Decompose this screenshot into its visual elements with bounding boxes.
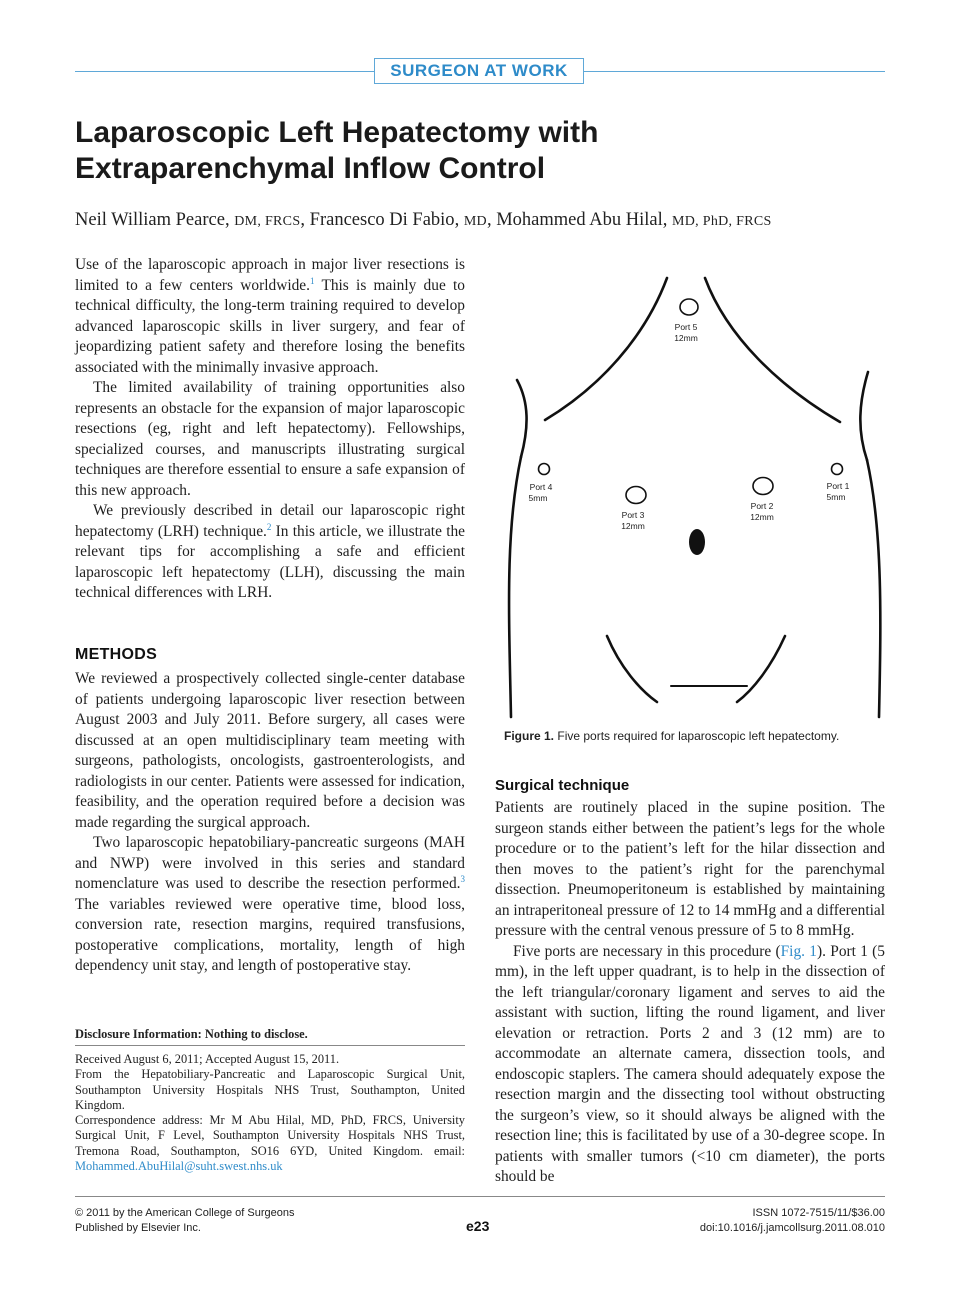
- issn-text: ISSN 1072-7515/11/$36.00: [752, 1207, 885, 1219]
- footer-divider: [75, 1196, 885, 1197]
- port-size: 12mm: [621, 521, 645, 531]
- intro-paragraph: The limited availability of training opportunities also represents an obstacle for the expansion of major laparoscopic resections (eg, right and left hepatectomy). Fellowships, specialized courses, and manuscripts illustrating surgical techniques are therefore essential to ensure a safe expansion of this new approach.: [75, 379, 465, 499]
- body-outline-line: [517, 380, 527, 457]
- technique-section: [495, 798, 885, 1188]
- port-label: Port 1: [826, 481, 850, 491]
- figure-link[interactable]: Fig. 1: [780, 942, 817, 960]
- navel-marker: [689, 529, 705, 555]
- header-rule-right: [584, 71, 885, 72]
- author-name: Mohammed Abu Hilal: [496, 210, 663, 230]
- port-size: 5mm: [528, 493, 548, 503]
- figure-label: Figure 1.: [504, 729, 555, 743]
- methods-section: [75, 669, 465, 977]
- methods-paragraph: Two laparoscopic hepatobiliary-pancreatic surgeons (MAH and NWP) were involved in this series and standard nomenclature was used to describe the resection performed.$^3$ The variables reviewed were operative time, blood loss, conversion rate, resection margins, required transfusions, postoperative complications, mortality, length of high dependency unit stay, and length of postoperative stay.: [75, 834, 465, 974]
- port-label: Port 5: [674, 322, 698, 332]
- reference-link[interactable]: 2: [266, 521, 272, 532]
- disclosure-note: Disclosure Information: Nothing to disclose.: [75, 1027, 308, 1041]
- port-label: Port 3: [621, 510, 645, 520]
- intro-section: [75, 255, 465, 604]
- port-label: Port 2: [750, 501, 774, 511]
- body-outline-line: [737, 636, 785, 702]
- header-rule-left: [75, 71, 375, 72]
- section-tag: SURGEON AT WORK: [374, 58, 584, 84]
- port-size: 12mm: [750, 512, 774, 522]
- port-placement-diagram: [495, 262, 885, 724]
- reference-link[interactable]: 3: [460, 873, 465, 884]
- technique-paragraph: Patients are routinely placed in the supine position. The surgeon stands either between the patient’s legs for the whole procedure or to the patient’s left for the hilar dissection and then moves to the patient’s right for the parenchymal dissection. Pneumoperitoneum is established by maintaining an intraperitoneal pressure of 12 to 14 mmHg and a differential pressure with the central venous pressure of 5 to 8 mmHg.: [495, 799, 885, 939]
- figure-caption-text: Five ports required for laparoscopic left hepatectomy.: [557, 729, 840, 743]
- port-5-marker: [680, 299, 698, 315]
- footnote-divider: [75, 1045, 465, 1046]
- figure-caption: [504, 729, 839, 743]
- port-3-marker: [626, 487, 646, 504]
- author-credentials: MD, PhD, FRCS: [671, 214, 772, 229]
- body-outline-line: [867, 460, 880, 717]
- article-title: Laparoscopic Left Hepatectomy with Extraparenchymal Inflow Control: [75, 116, 599, 185]
- reference-link[interactable]: 1: [309, 275, 315, 286]
- body-outline-line: [705, 278, 840, 422]
- publisher-text: Published by Elsevier Inc.: [75, 1222, 201, 1234]
- body-outline-line: [607, 636, 657, 702]
- affiliation-note: From the Hepatobiliary-Pancreatic and Laparoscopic Surgical Unit, Southampton University Hospitals NHS Trust, Southampton, United Kingdom.: [75, 1067, 465, 1112]
- port-size: 5mm: [826, 492, 846, 502]
- received-note: Received August 6, 2011; Accepted August 15, 2011.: [75, 1052, 340, 1066]
- body-outline-line: [509, 457, 521, 717]
- technique-paragraph: Five ports are necessary in this procedure (Fig. 1). Port 1 (5 mm), in the left upper quadrant, is to help in the dissection of the left triangular/coronary ligament and serves to aid the assistant with suction, lifting the round ligament, and liver elevation or retraction. Ports 2 and 3 (12 mm) are to accommodate an alternate camera, dissection tools, and endoscopic staplers. The camera should adequately expose the resection margin and the dissecting tool without obstructing the surgeon’s view, so it should always be aligned with the resection line; this is facilitated by use of a 30-degree scope. In patients with smaller tumors (<10 cm diameter), the ports should be: [495, 942, 886, 1185]
- author-name: Neil William Pearce: [75, 210, 225, 230]
- footer-right: [700, 1206, 885, 1236]
- methods-heading: METHODS: [75, 646, 158, 663]
- page-number: e23: [466, 1218, 490, 1234]
- methods-paragraph: We reviewed a prospectively collected single-center database of patients undergoing laparoscopic liver resection between August 2003 and July 2011. Before surgery, all cases were discussed at an open multidisciplinary team meeting with surgeons, pathologists, oncologists, gastroenterologists, and radiologists in our center. Patients were assessed for indication, feasibility, and the operation required before a decision was made regarding the surgical approach.: [75, 670, 465, 831]
- intro-paragraph: Use of the laparoscopic approach in major liver resections is limited to a few centers worldwide.$^1$ This is mainly due to technical difficulty, the long-term training required to develop advanced laparoscopic skills in liver surgery, and fear of jeopardizing patient safety and therefore losing the benefits associated with the minimally invasive approach.: [75, 256, 465, 376]
- copyright-text: © 2011 by the American College of Surgeons: [75, 1207, 295, 1219]
- body-outline-line: [545, 278, 667, 420]
- email-link[interactable]: Mohammed.AbuHilal@suht.swest.nhs.uk: [75, 1159, 283, 1174]
- author-list: Neil William Pearce, DM, FRCS, Francesco Di Fabio, MD, Mohammed Abu Hilal, MD, PhD, FRCS: [75, 210, 772, 230]
- port-1-marker: [832, 464, 843, 475]
- footer-left: [75, 1206, 294, 1236]
- port-4-marker: [539, 464, 550, 475]
- technique-heading: Surgical technique: [495, 777, 630, 794]
- author-name: Francesco Di Fabio: [309, 210, 455, 230]
- body-outline-line: [860, 372, 868, 460]
- intro-paragraph: We previously described in detail our laparoscopic right hepatectomy (LRH) technique.$^2$ In this article, we illustrate the relevant tips for accomplishing a safe and efficient laparoscopic left hepatectomy (LLH), discussing the main technical differences with LRH.: [75, 502, 465, 601]
- port-2-marker: [753, 478, 773, 495]
- port-size: 12mm: [674, 333, 698, 343]
- correspondence-note: Correspondence address: Mr M Abu Hilal, MD, PhD, FRCS, University Surgical Unit, F Level, Southampton University Hospitals NHS Trust, Tremona Road, Southampton, SO16 6YD, United Kingdom. email: Mohammed.AbuHilal@suht.swest.nhs.uk: [75, 1113, 465, 1174]
- figure-1: [495, 262, 885, 724]
- author-credentials: DM, FRCS: [234, 214, 301, 229]
- author-credentials: MD: [463, 214, 487, 229]
- footnotes: [75, 1052, 465, 1174]
- doi-text: doi:10.1016/j.jamcollsurg.2011.08.010: [699, 1222, 885, 1234]
- port-label: Port 4: [529, 482, 553, 492]
